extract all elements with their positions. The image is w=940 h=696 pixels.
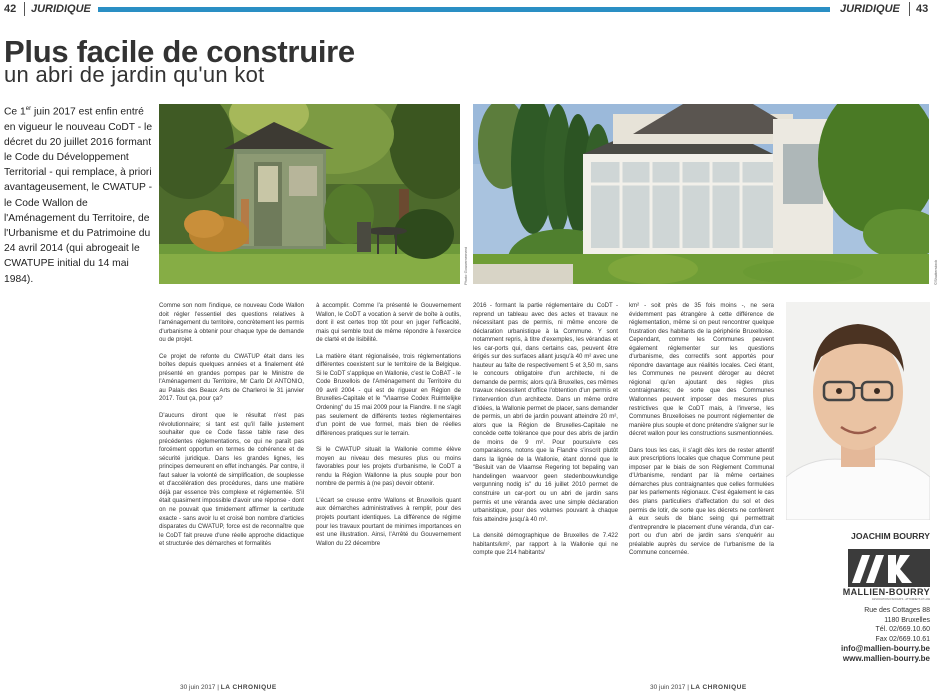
author-portrait-image: [786, 302, 930, 520]
footer-date-left: 30 juin 2017 |: [180, 684, 219, 691]
address-line-2: 1180 Bruxelles: [884, 616, 930, 624]
paragraph: La matière étant régionalisée, trois réglementations différentes coexistent sur le territoire de la Belgique. Si le CoDT s'applique en Wallonie, c'est le CoBAT - le Code Bruxellois de l'Aménagement du Territoire du 09 avril 2004 - qui est de rigueur en Région de Bruxelles-Capitale et le "Vlaamse Codex Ruimtelijke Ordening" du 15 mai 2009 pour la Flandre. Il ne s'agit pas seulement de différents textes réglementaires d'un point de vue formel, mais bien de réelles différences pratiques sur le terrain.: [316, 352, 461, 437]
column-2: [316, 302, 461, 556]
paragraph: à accomplir. Comme l'a présenté le Gouvernement Wallon, le CoDT a vocation à servir de boîte à outils, dont il est certes trop tôt pour en juger l'efficacité, mais qui semble tout de même répondre à l'exercice de clarté et de lisibilité.: [316, 302, 461, 344]
author-portrait: [786, 302, 930, 520]
column-4: [629, 302, 774, 566]
article-intro: Ce 1er juin 2017 est enfin entré en vigueur le nouveau CoDT - le décret du 20 juillet 2016 formant le Code du Développement Territorial - qui remplace, à priori avantageusement, le CWATUP - le Code Wallon de l'Aménagement du Territoire, de l'Urbanisme et du Patrimoine du 24 avril 2014 (qui abrogeait le CWATUPE initial du 14 mai 1984).: [4, 106, 153, 285]
footer-right: [650, 684, 747, 691]
footer-brand-left: LA CHRONIQUE: [220, 684, 277, 691]
page-number-right: 43: [916, 3, 929, 15]
footer-date-right: 30 juin 2017 |: [650, 684, 689, 691]
veranda-image: [473, 104, 929, 284]
header-divider-right: [909, 2, 910, 16]
garden-shed-photo: [159, 104, 460, 284]
paragraph: Comme son nom l'indique, ce nouveau Code Wallon doit régler l'essentiel des questions relatives à l'aménagement du territoire, concrètement les permis d'urbanisme à obtenir pour chaque type de demande ou de projet.: [159, 302, 304, 344]
article-title: Plus facile de construire: [4, 34, 355, 69]
garden-shed-image: [159, 104, 460, 284]
article-subtitle: un abri de jardin qu'un kot: [4, 62, 265, 87]
photo-credit-1: Photo Gouvernement: [463, 246, 468, 285]
firm-name: MALLIEN-BOURRY: [842, 587, 930, 597]
column-1: [159, 302, 304, 557]
email-link[interactable]: info@mallien-bourry.be: [841, 644, 930, 654]
column-3: [473, 302, 618, 566]
firm-tagline: ASSOCIATION D'AVOCATS · ATTORNEYS AT LAW: [871, 598, 930, 601]
paragraph: D'aucuns diront que le résultat n'est pas révolutionnaire; si tant est qu'il faille justement souhaiter que ce Code fasse table rase des précédentes réglementations, ce qui ne paraît pas forcément opportun en termes de cohérence et de sécurité juridique. Dans les grandes lignes, les principes demeurent en effet inchangés. Par contre, il faut saluer la volonté de simplification, de souplesse et d'accélération des procédures, dans une matière déjà par essence très complexe et réglementée. S'il était quasiment impossible d'avoir une réponse - dont on ne pouvait que timidement affirmer la certitude exacte - sans avoir lu et croisé bon nombre d'articles disparates du CWATUP, force est de reconnaître que le CoDT fait preuve d'une réelle approche didactique et structurée des démarches et formalités: [159, 412, 304, 548]
header-accent-bar: [98, 7, 830, 12]
contact-block: [800, 606, 930, 664]
header-divider-left: [24, 2, 25, 16]
veranda-photo: [473, 104, 929, 284]
page-header: [0, 0, 940, 20]
footer-brand-right: LA CHRONIQUE: [690, 684, 747, 691]
paragraph: 2016 - formant la partie réglementaire du CoDT - reprend un tableau avec des actes et travaux ne nécessitant pas de permis, ni même encore de déclaration urbanistique à la Commune. Y sont notamment repris, à titre d'exemples, les vérandas et les car-ports qui, dans certains cas, peuvent être érigés sur des surfaces allant jusqu'à 40 m² avec une hauteur au faîte de respectivement 5 et 3,50 m, sans le concours obligatoire d'un architecte, ni de demande de permis; alors qu'à Bruxelles, ces mêmes travaux nécessitent d'office l'obtention d'un permis et l'intervention d'un architecte. Dans un même ordre d'idées, la Wallonie permet de placer, sans demander de permis, un abri de jardin pouvant atteindre 20 m², alors que la Région de Bruxelles-Capitale ne concède cette tolérance que pour des abris de jardin de moins de 9 m². Pour poursuivre ces comparaisons, notons que la Flandre s'inscrit plutôt dans la lignée de la Wallonie, étant donné que le "Besluit van de Vlaamse Regering tot bepaling van handelingen waarvoor geen stedenbouwkundige vergunning nodig is" du 16 juillet 2010 permet de construire un car-port ou un abri de jardin sans permis et une véranda avec une simple déclaration urbanistique, pour des volumes pouvant à chaque fois atteindre jusqu'à 40 m².: [473, 302, 618, 523]
section-label-right: JURIDIQUE: [840, 3, 900, 15]
photo-credit-2: ©Shutterstock: [933, 259, 938, 285]
paragraph: km² - soit près de 35 fois moins -, ne sera évidemment pas étrangère à cette différence de réglementation, même si on peut rencontrer quelque frustration des habitants de la périphérie Bruxelloise. Cependant, comme les Communes peuvent également réglementer sur les questions d'urbanisme, des correctifs sont apportés pour répondre davantage aux réalités locales. Ceci étant, les Communes ne peuvent déroger au décret régional qu'en ajoutant des règles plus contraignantes; de sorte que des Communes Wallonnes peuvent imposer des mesures plus restrictives que le CoDT mais, à l'inverse, les Communes Bruxelloises ne pourront réglementer de manière plus souple et donc prétendre s'aligner sur le décret wallon pour les constructions susmentionnées.: [629, 302, 774, 438]
page-number-left: 42: [4, 3, 17, 15]
fax: Fax 02/669.10.61: [875, 635, 930, 643]
paragraph: Dans tous les cas, il s'agit dès lors de rester attentif aux prescriptions locales que chaque Commune peut imposer par le biais de son Règlement Communal d'Urbanisme, rendant par là même certaines démarches plus contraignantes que celles formulées par les parlements régionaux. C'est également le cas des plans particuliers d'affectation du sol et des permis de lotir, de sorte que les décrets ne confèrent à eux seuls de blanc seing qui permettrait d'entreprendre le placement d'une véranda, d'un car-port ou d'un abri de jardin sans s'enquérir au préalable auprès du service de l'urbanisme de la Commune concernée.: [629, 446, 774, 557]
author-name: JOACHIM BOURRY: [851, 531, 930, 541]
phone: Tél. 02/669.10.60: [875, 626, 930, 634]
paragraph: L'écart se creuse entre Wallons et Bruxellois quant aux démarches administratives à remplir, pour des projets pourtant identiques. La différence de régime pour les travaux pourtant de minimes importances en est une illustration. Ainsi, l'Arrêté du Gouvernement Wallon du 22 décembre: [316, 496, 461, 547]
footer-left: [180, 684, 277, 691]
firm-logo-mark: [848, 549, 930, 587]
address-line-1: Rue des Cottages 88: [864, 607, 930, 614]
section-label-left: JURIDIQUE: [31, 3, 91, 15]
firm-logo: [848, 549, 930, 587]
website-link[interactable]: www.mallien-bourry.be: [842, 653, 930, 663]
paragraph: Si le CWATUP situait la Wallonie comme élève moyen au niveau des mesures plus ou moins favorables pour les projets d'urbanisme, le CoDT a rendu la Région Wallonne la plus souple pour bon nombre de permis à (ne pas) devoir obtenir.: [316, 446, 461, 488]
paragraph: La densité démographique de Bruxelles de 7.422 habitants/km², par rapport à la Wallonie qui ne compte que 214 habitants/: [473, 532, 618, 557]
paragraph: Ce projet de refonte du CWATUP était dans les boîtes depuis quelques années et a finalement été présenté en grandes pompes par le Ministre de l'Aménagement du Territoire, Mr Carlo DI ANTONIO, au Palais des Beaux Arts de Charleroi le 31 janvier 2017. Tout ça, pour ça?: [159, 352, 304, 403]
